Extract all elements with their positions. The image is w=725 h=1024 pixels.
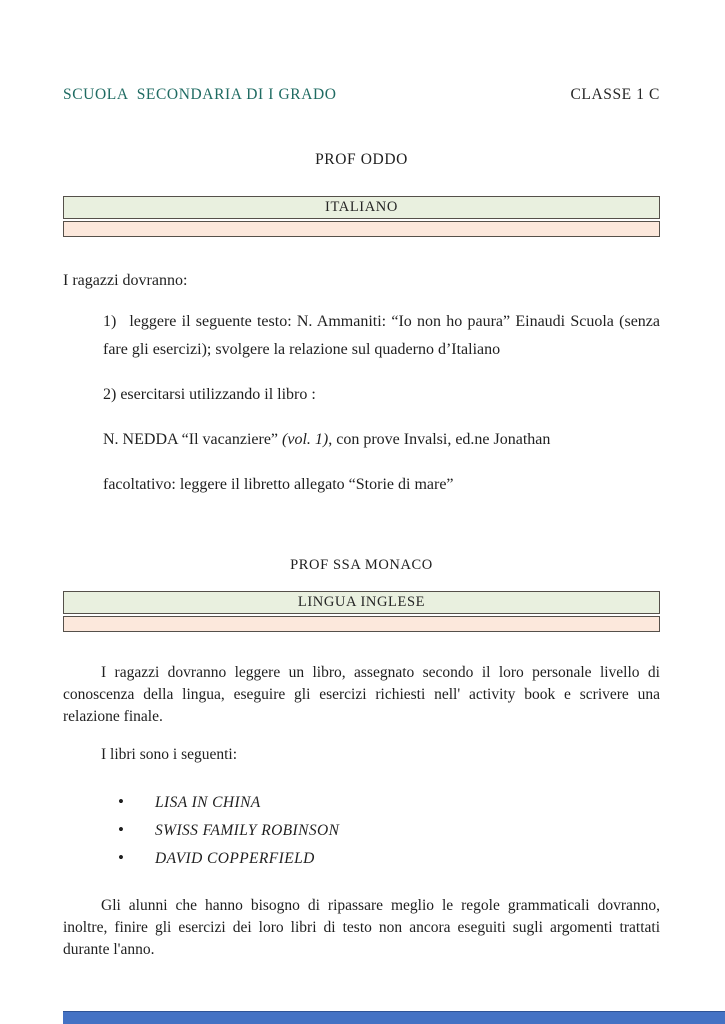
bullet-icon: •	[118, 847, 124, 867]
list-item	[118, 844, 660, 872]
page-content	[63, 0, 660, 976]
reading-book-line	[103, 426, 660, 454]
teacher-name-italian: PROF ODDO	[315, 151, 408, 168]
class-label: CLASSE 1 C	[570, 86, 660, 103]
bullet-icon: •	[118, 791, 124, 811]
books-list	[63, 788, 660, 872]
list-item	[118, 816, 660, 844]
book-line-pre: N. NEDDA “Il vacanziere”	[103, 431, 283, 448]
subject-banner-english	[63, 591, 660, 632]
volume-note: (vol. 1)	[282, 431, 329, 448]
book-title: DAVID COPPERFIELD	[155, 849, 315, 867]
school-name: SCUOLA SECONDARIA DI I GRADO	[63, 86, 337, 103]
assignment-item-2: 2) esercitarsi utilizzando il libro :	[103, 386, 316, 403]
list-item	[118, 788, 660, 816]
banner-accent-row	[63, 221, 660, 237]
banner-title-lingua-inglese: LINGUA INGLESE	[63, 591, 660, 614]
list-marker-1: 1)	[103, 313, 117, 330]
english-paragraph-1: I ragazzi dovranno leggere un libro, assegnato secondo il loro personale livello di conoscenza della lingua, eseguire gli esercizi richiesti nell' activity book e scrivere una relazione finale.	[63, 664, 660, 725]
subject-banner-italian	[63, 196, 660, 237]
document-header	[63, 0, 660, 104]
banner-accent-row	[63, 616, 660, 632]
book-line-post: , con prove Invalsi, ed.ne Jonathan	[328, 431, 551, 448]
final-paragraph: Gli alunni che hanno bisogno di ripassare meglio le regole grammaticali dovranno, inoltre, finire gli esercizi dei loro libri di testo non ancora eseguiti sugli argomenti trattati durante l'anno.	[63, 896, 660, 958]
bullet-icon: •	[118, 819, 124, 839]
bottom-blue-bar	[63, 1011, 725, 1024]
book-title: LISA IN CHINA	[155, 793, 261, 811]
intro-line: I ragazzi dovranno:	[63, 272, 188, 289]
banner-title-italiano: ITALIANO	[63, 196, 660, 219]
assignment-item-1-text: leggere il seguente testo: N. Ammaniti: “Io non ho paura” Einaudi Scuola (senza fare gli esercizi); svolgere la relazione sul quaderno d’Italiano	[103, 313, 660, 358]
optional-reading-line: facoltativo: leggere il libretto allegato “Storie di mare”	[103, 476, 454, 493]
english-paragraph-2: I libri sono i seguenti:	[101, 745, 238, 763]
teacher-name-english: PROF SSA MONACO	[290, 557, 433, 573]
book-title: SWISS FAMILY ROBINSON	[155, 821, 340, 839]
assignment-item-1	[103, 308, 660, 364]
